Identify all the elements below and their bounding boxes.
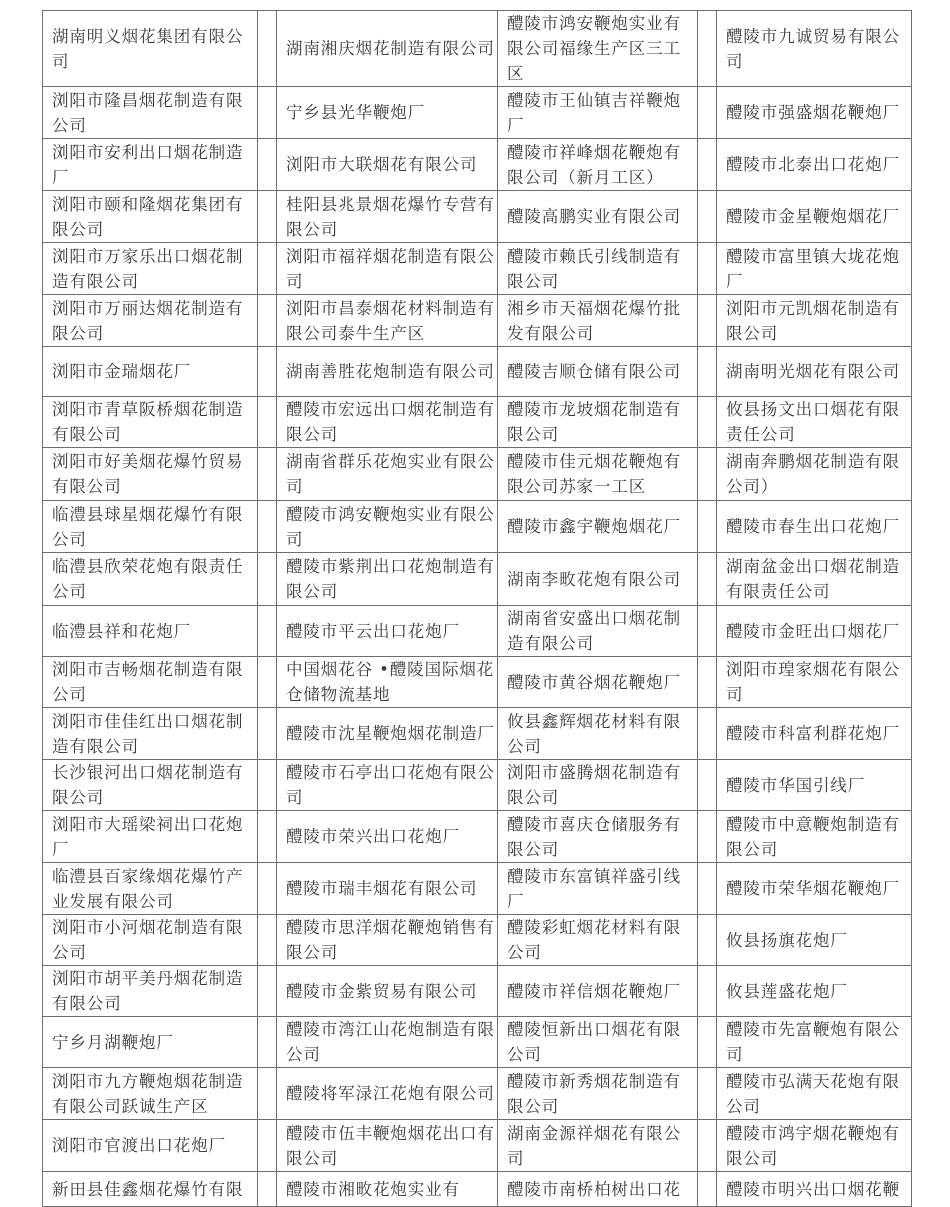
spacer-cell — [258, 1068, 277, 1120]
company-name-cell-col1: 浏阳市金瑞烟花厂 — [43, 347, 258, 397]
spacer-cell — [698, 1120, 717, 1172]
company-name-cell-col2: 湖南善胜花炮制造有限公司 — [277, 347, 498, 397]
company-name-cell-col4: 醴陵市金旺出口烟花厂 — [717, 606, 912, 657]
company-name-cell-col3: 湖南金源祥烟花有限公司 — [498, 1120, 698, 1172]
company-name-cell-col3: 湘乡市天福烟花爆竹批发有限公司 — [498, 295, 698, 347]
spacer-cell — [258, 863, 277, 915]
company-name-cell-col3: 醴陵市东富镇祥盛引线厂 — [498, 863, 698, 915]
company-name-cell-col2: 醴陵市石亭出口花炮有限公司 — [277, 760, 498, 811]
spacer-cell — [698, 708, 717, 760]
spacer-cell — [698, 87, 717, 139]
company-name-cell-col4: 醴陵市先富鞭炮有限公司 — [717, 1017, 912, 1068]
company-name-cell-col1: 临澧县祥和花炮厂 — [43, 606, 258, 657]
company-name-cell-col1: 长沙银河出口烟花制造有限公司 — [43, 760, 258, 811]
spacer-cell — [698, 243, 717, 295]
spacer-cell — [698, 966, 717, 1017]
company-name-cell-col1: 浏阳市佳佳红出口烟花制造有限公司 — [43, 708, 258, 760]
spacer-cell — [258, 708, 277, 760]
spacer-cell — [698, 139, 717, 191]
spacer-cell — [258, 811, 277, 863]
company-name-cell-col3: 醴陵吉顺仓储有限公司 — [498, 347, 698, 397]
company-name-cell-col4: 醴陵市华国引线厂 — [717, 760, 912, 811]
company-name-cell-col4: 醴陵市强盛烟花鞭炮厂 — [717, 87, 912, 139]
company-name-cell-col4: 攸县莲盛花炮厂 — [717, 966, 912, 1017]
company-name-cell-col4: 浏阳市瑝家烟花有限公司 — [717, 657, 912, 708]
company-name-cell-col1: 浏阳市隆昌烟花制造有限公司 — [43, 87, 258, 139]
company-name-cell-col3: 醴陵市龙坡烟花制造有限公司 — [498, 397, 698, 448]
table-row — [43, 1120, 912, 1172]
company-name-cell-col3: 湖南李畋花炮有限公司 — [498, 553, 698, 606]
table-row — [43, 139, 912, 191]
company-name-cell-col1: 浏阳市小河烟花制造有限公司 — [43, 915, 258, 966]
table-row — [43, 295, 912, 347]
company-name-cell-col4: 攸县扬文出口烟花有限责任公司 — [717, 397, 912, 448]
company-name-cell-col4: 醴陵市鸿宇烟花鞭炮有限公司 — [717, 1120, 912, 1172]
company-name-cell-col1: 临澧县欣荣花炮有限责任公司 — [43, 553, 258, 606]
spacer-cell — [698, 657, 717, 708]
table-row — [43, 191, 912, 243]
spacer-cell — [698, 1068, 717, 1120]
table-row — [43, 966, 912, 1017]
table-row — [43, 760, 912, 811]
company-name-cell-col4: 醴陵市金星鞭炮烟花厂 — [717, 191, 912, 243]
spacer-cell — [698, 811, 717, 863]
company-name-cell-col2: 醴陵市宏远出口烟花制造有限公司 — [277, 397, 498, 448]
company-name-cell-col3: 醴陵市赖氏引线制造有限公司 — [498, 243, 698, 295]
company-name-cell-col1: 临澧县球星烟花爆竹有限公司 — [43, 501, 258, 553]
company-name-cell-col3: 浏阳市盛腾烟花制造有限公司 — [498, 760, 698, 811]
company-name-cell-col3: 醴陵市鑫宇鞭炮烟花厂 — [498, 501, 698, 553]
company-name-cell-col3: 醴陵市南桥柏树出口花 — [498, 1172, 698, 1207]
spacer-cell — [258, 397, 277, 448]
spacer-cell — [258, 347, 277, 397]
company-name-cell-col4: 醴陵市春生出口花炮厂 — [717, 501, 912, 553]
table-row — [43, 448, 912, 501]
table-row — [43, 501, 912, 553]
company-name-cell-col4: 醴陵市北泰出口花炮厂 — [717, 139, 912, 191]
company-name-cell-col3: 湖南省安盛出口烟花制造有限公司 — [498, 606, 698, 657]
table-row — [43, 811, 912, 863]
company-name-cell-col1: 临澧县百家缘烟花爆竹产业发展有限公司 — [43, 863, 258, 915]
company-name-cell-col1: 新田县佳鑫烟花爆竹有限 — [43, 1172, 258, 1207]
company-name-cell-col1: 浏阳市安利出口烟花制造厂 — [43, 139, 258, 191]
spacer-cell — [698, 11, 717, 87]
company-name-cell-col2: 醴陵将军渌江花炮有限公司 — [277, 1068, 498, 1120]
company-name-cell-col4: 浏阳市元凯烟花制造有限公司 — [717, 295, 912, 347]
spacer-cell — [698, 191, 717, 243]
company-name-cell-col1: 浏阳市胡平美丹烟花制造有限公司 — [43, 966, 258, 1017]
company-name-cell-col2: 醴陵市荣兴出口花炮厂 — [277, 811, 498, 863]
company-name-cell-col2: 浏阳市福祥烟花制造有限公司 — [277, 243, 498, 295]
company-name-cell-col2: 宁乡县光华鞭炮厂 — [277, 87, 498, 139]
company-name-cell-col2: 醴陵市湾江山花炮制造有限公司 — [277, 1017, 498, 1068]
table-row — [43, 1017, 912, 1068]
spacer-cell — [258, 139, 277, 191]
spacer-cell — [258, 295, 277, 347]
company-name-cell-col2: 浏阳市大联烟花有限公司 — [277, 139, 498, 191]
company-name-cell-col1: 浏阳市九方鞭炮烟花制造有限公司跃诚生产区 — [43, 1068, 258, 1120]
company-name-cell-col4: 湖南盆金出口烟花制造有限责任公司 — [717, 553, 912, 606]
table-row — [43, 347, 912, 397]
spacer-cell — [698, 863, 717, 915]
company-name-cell-col1: 浏阳市颐和隆烟花集团有限公司 — [43, 191, 258, 243]
company-name-cell-col2: 浏阳市昌泰烟花材料制造有限公司泰牛生产区 — [277, 295, 498, 347]
company-name-cell-col2: 醴陵市平云出口花炮厂 — [277, 606, 498, 657]
spacer-cell — [258, 553, 277, 606]
company-name-cell-col1: 浏阳市万丽达烟花制造有限公司 — [43, 295, 258, 347]
company-name-cell-col2: 醴陵市金紫贸易有限公司 — [277, 966, 498, 1017]
company-name-cell-col2: 湖南省群乐花炮实业有限公司 — [277, 448, 498, 501]
spacer-cell — [258, 966, 277, 1017]
company-name-cell-col3: 攸县鑫辉烟花材料有限公司 — [498, 708, 698, 760]
company-name-cell-col2: 醴陵市伍丰鞭炮烟花出口有限公司 — [277, 1120, 498, 1172]
spacer-cell — [258, 657, 277, 708]
company-name-cell-col3: 醴陵市佳元烟花鞭炮有限公司苏家一工区 — [498, 448, 698, 501]
spacer-cell — [698, 760, 717, 811]
company-name-cell-col1: 浏阳市万家乐出口烟花制造有限公司 — [43, 243, 258, 295]
company-name-cell-col3: 醴陵市黄谷烟花鞭炮厂 — [498, 657, 698, 708]
table-row — [43, 11, 912, 87]
table-row — [43, 606, 912, 657]
company-name-cell-col3: 醴陵市王仙镇吉祥鞭炮厂 — [498, 87, 698, 139]
company-name-cell-col1: 湖南明义烟花集团有限公司 — [43, 11, 258, 87]
company-name-cell-col2: 醴陵市紫荆出口花炮制造有限公司 — [277, 553, 498, 606]
company-name-cell-col3: 醴陵彩虹烟花材料有限公司 — [498, 915, 698, 966]
spacer-cell — [258, 501, 277, 553]
company-name-cell-col4: 湖南奔鹏烟花制造有限公司） — [717, 448, 912, 501]
spacer-cell — [258, 1120, 277, 1172]
company-name-cell-col2: 醴陵市沈星鞭炮烟花制造厂 — [277, 708, 498, 760]
spacer-cell — [698, 397, 717, 448]
company-name-cell-col4: 醴陵市中意鞭炮制造有限公司 — [717, 811, 912, 863]
table-row — [43, 863, 912, 915]
company-name-cell-col1: 浏阳市青草阪桥烟花制造有限公司 — [43, 397, 258, 448]
spacer-cell — [258, 606, 277, 657]
table-body — [43, 11, 912, 1207]
company-name-cell-col2: 桂阳县兆景烟花爆竹专营有限公司 — [277, 191, 498, 243]
company-name-cell-col4: 醴陵市明兴出口烟花鞭 — [717, 1172, 912, 1207]
spacer-cell — [698, 553, 717, 606]
spacer-cell — [258, 915, 277, 966]
company-name-cell-col4: 醴陵市科富利群花炮厂 — [717, 708, 912, 760]
company-name-cell-col2: 醴陵市瑞丰烟花有限公司 — [277, 863, 498, 915]
spacer-cell — [698, 915, 717, 966]
company-name-cell-col4: 醴陵市荣华烟花鞭炮厂 — [717, 863, 912, 915]
company-name-cell-col3: 醴陵市祥峰烟花鞭炮有限公司（新月工区） — [498, 139, 698, 191]
spacer-cell — [258, 87, 277, 139]
spacer-cell — [258, 760, 277, 811]
company-name-cell-col1: 浏阳市吉畅烟花制造有限公司 — [43, 657, 258, 708]
spacer-cell — [698, 606, 717, 657]
spacer-cell — [258, 1172, 277, 1207]
company-name-cell-col2: 湖南湘庆烟花制造有限公司 — [277, 11, 498, 87]
company-name-cell-col4: 醴陵市富里镇大垅花炮厂 — [717, 243, 912, 295]
company-name-cell-col4: 攸县扬旗花炮厂 — [717, 915, 912, 966]
company-name-cell-col1: 宁乡月湖鞭炮厂 — [43, 1017, 258, 1068]
spacer-cell — [258, 448, 277, 501]
spacer-cell — [698, 295, 717, 347]
company-name-cell-col3: 醴陵高鹏实业有限公司 — [498, 191, 698, 243]
spacer-cell — [258, 11, 277, 87]
table-row — [43, 915, 912, 966]
company-name-cell-col3: 醴陵市祥信烟花鞭炮厂 — [498, 966, 698, 1017]
company-name-cell-col2: 醴陵市思洋烟花鞭炮销售有限公司 — [277, 915, 498, 966]
company-name-cell-col2: 醴陵市湘畋花炮实业有 — [277, 1172, 498, 1207]
table-row — [43, 708, 912, 760]
spacer-cell — [698, 347, 717, 397]
company-name-cell-col4: 湖南明光烟花有限公司 — [717, 347, 912, 397]
spacer-cell — [698, 1172, 717, 1207]
spacer-cell — [258, 1017, 277, 1068]
spacer-cell — [698, 501, 717, 553]
spacer-cell — [698, 1017, 717, 1068]
company-name-cell-col4: 醴陵市九诚贸易有限公司 — [717, 11, 912, 87]
table-row — [43, 243, 912, 295]
table-row — [43, 1172, 912, 1207]
table-row — [43, 657, 912, 708]
company-name-cell-col1: 浏阳市大瑶梁祠出口花炮厂 — [43, 811, 258, 863]
company-list-table — [42, 10, 912, 1207]
spacer-cell — [258, 191, 277, 243]
company-name-cell-col4: 醴陵市弘满天花炮有限公司 — [717, 1068, 912, 1120]
table-row — [43, 87, 912, 139]
spacer-cell — [698, 448, 717, 501]
company-name-cell-col2: 醴陵市鸿安鞭炮实业有限公司 — [277, 501, 498, 553]
company-name-cell-col1: 浏阳市好美烟花爆竹贸易有限公司 — [43, 448, 258, 501]
company-name-cell-col3: 醴陵市鸿安鞭炮实业有限公司福缘生产区三工区 — [498, 11, 698, 87]
company-name-cell-col2: 中国烟花谷 •醴陵国际烟花仓储物流基地 — [277, 657, 498, 708]
company-name-cell-col3: 醴陵市喜庆仓储服务有限公司 — [498, 811, 698, 863]
company-name-cell-col3: 醴陵市新秀烟花制造有限公司 — [498, 1068, 698, 1120]
table-row — [43, 397, 912, 448]
table-row — [43, 553, 912, 606]
spacer-cell — [258, 243, 277, 295]
company-name-cell-col3: 醴陵恒新出口烟花有限公司 — [498, 1017, 698, 1068]
table-row — [43, 1068, 912, 1120]
company-name-cell-col1: 浏阳市官渡出口花炮厂 — [43, 1120, 258, 1172]
